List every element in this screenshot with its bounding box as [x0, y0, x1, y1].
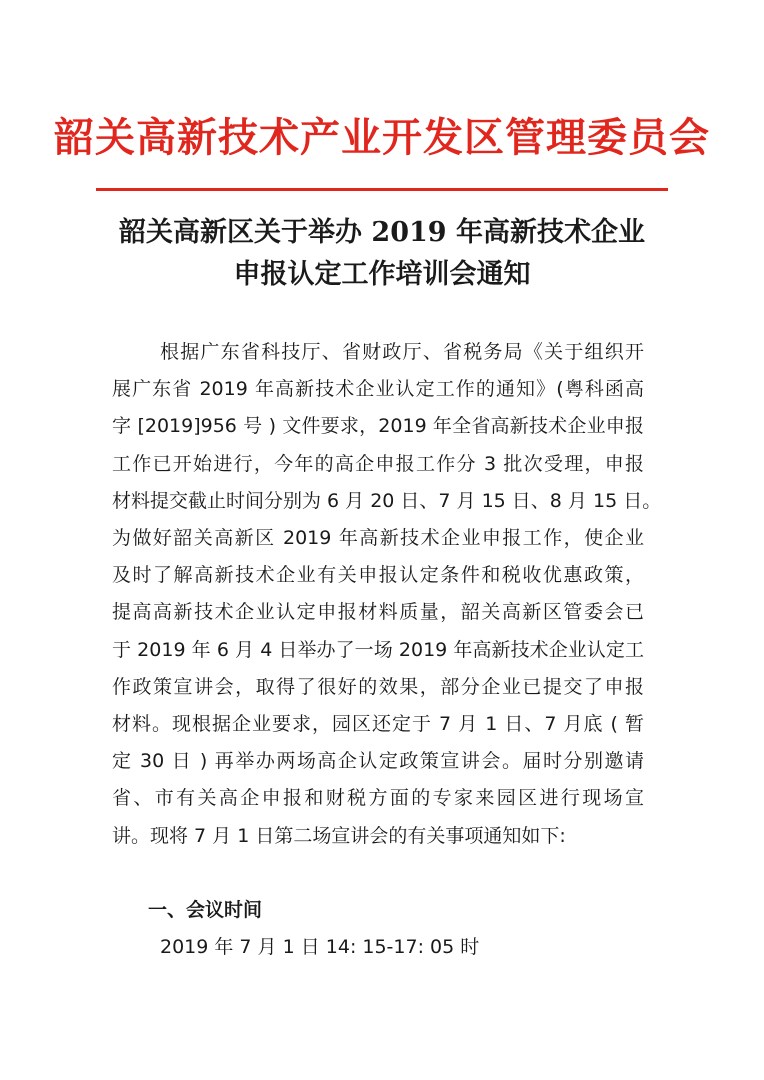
- section-heading-meeting-time: 一、会议时间: [148, 899, 263, 921]
- body-line: 定 30 日 ) 再举办两场高企认定政策宣讲会。届时分别邀请: [112, 750, 644, 773]
- body-line: 提高高新技术企业认定申报材料质量，韶关高新区管委会已: [112, 601, 644, 624]
- issuing-organization-header: 韶关高新技术产业开发区管理委员会: [54, 114, 710, 161]
- body-line: 工作已开始进行，今年的高企申报工作分 3 批次受理，申报: [112, 452, 644, 475]
- body-line: 为做好韶关高新区 2019 年高新技术企业申报工作，使企业: [112, 527, 644, 550]
- meeting-time-text: 2019 年 7 月 1 日 14: 15-17: 05 时: [160, 936, 480, 958]
- body-line: 及时了解高新技术企业有关申报认定条件和税收优惠政策，: [112, 564, 644, 587]
- document-title-line-2: 申报认定工作培训会通知: [233, 259, 531, 290]
- body-line: 材料。现根据企业要求，园区还定于 7 月 1 日、7 月底 ( 暂: [112, 713, 644, 736]
- body-line: 作政策宣讲会，取得了很好的效果，部分企业已提交了申报: [112, 675, 644, 698]
- body-line: 讲。现将 7 月 1 日第二场宣讲会的有关事项通知如下:: [112, 824, 566, 847]
- body-line: 展广东省 2019 年高新技术企业认定工作的通知》(粤科函高: [112, 378, 644, 401]
- body-line: 于 2019 年 6 月 4 日举办了一场 2019 年高新技术企业认定工: [112, 638, 644, 661]
- document-title-line-1: 韶关高新区关于举办 2019 年高新技术企业: [119, 217, 645, 248]
- body-line: 字 [2019]956 号 ) 文件要求，2019 年全省高新技术企业申报: [112, 415, 644, 438]
- body-line: 材料提交截止时间分别为 6 月 20 日、7 月 15 日、8 月 15 日。: [112, 489, 662, 512]
- red-header-rule: [96, 188, 668, 191]
- body-line: 省、市有关高企申报和财税方面的专家来园区进行现场宣: [112, 787, 644, 810]
- body-paragraph: [112, 334, 662, 855]
- body-line: 根据广东省科技厅、省财政厅、省税务局《关于组织开: [160, 341, 644, 363]
- document-title: [0, 212, 764, 296]
